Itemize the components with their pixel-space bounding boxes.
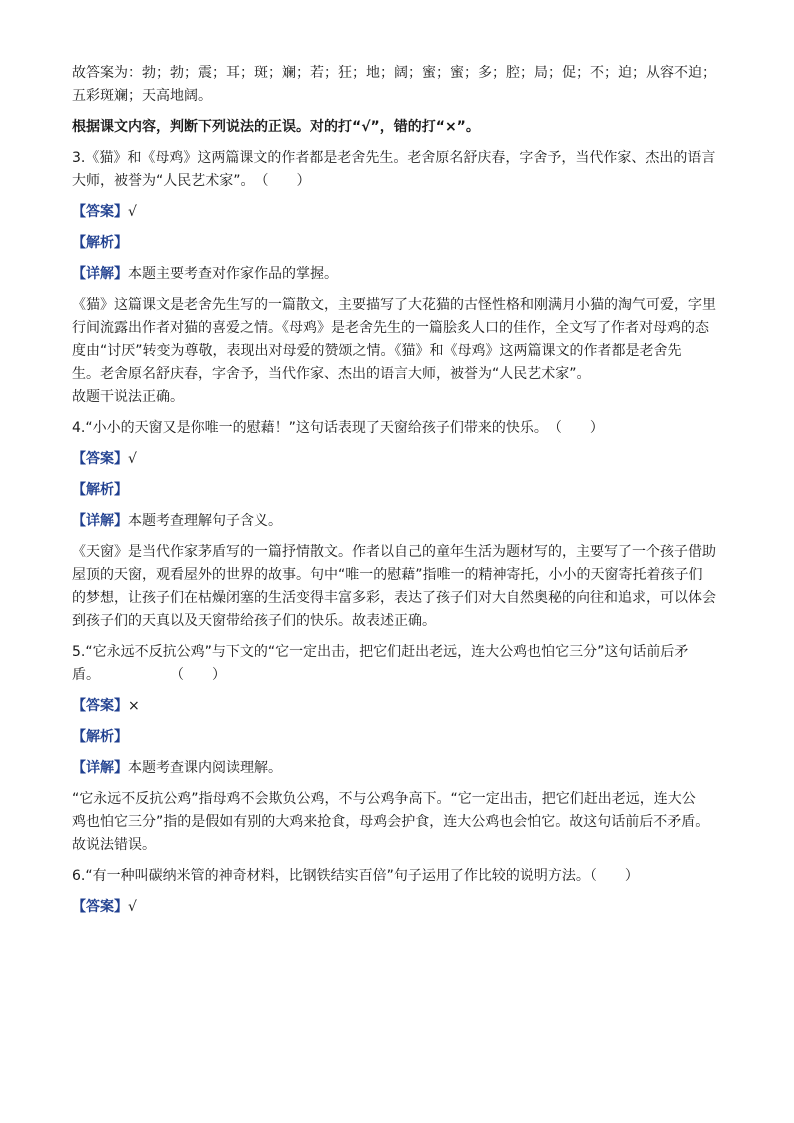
explanation-line: 的梦想，让孩子们在枯燥闭塞的生活变得丰富多彩，表达了孩子们对大自然奥秘的向往和追求，可以体会	[72, 590, 716, 606]
explanation-line: 故题干说法正确。	[72, 389, 184, 405]
question-4-analysis	[72, 479, 728, 502]
question-3-analysis	[72, 232, 728, 255]
answer-value: √	[128, 204, 137, 220]
explanation-line: 《猫》这篇课文是老舍先生写的一篇散文，主要描写了大花猫的古怪性格和刚满月小猫的淘气可爱，字里	[72, 297, 716, 313]
intro-answer-line-2: 五彩斑斓；天高地阔。	[72, 88, 212, 104]
question-3-detail	[72, 263, 728, 286]
explanation-line: 到孩子们的天真以及天窗带给孩子们的快乐。故表述正确。	[72, 613, 436, 629]
answer-label: 【答案】	[72, 698, 128, 714]
question-3	[72, 147, 728, 193]
explanation-line: “它永远不反抗公鸡”指母鸡不会欺负公鸡，不与公鸡争高下。“它一定出击，把它们赶出老远，连大公	[72, 791, 696, 807]
answer-value: ×	[128, 698, 140, 714]
question-6-answer	[72, 896, 728, 919]
analysis-label: 【解析】	[72, 482, 128, 498]
intro-answer-block	[72, 62, 728, 108]
question-4-answer	[72, 448, 728, 471]
answer-value: √	[128, 899, 137, 915]
section-heading: 根据课文内容，判断下列说法的正误。对的打“√”，错的打“×”。	[72, 119, 480, 135]
question-5-answer	[72, 695, 728, 718]
explanation-line: 故说法错误。	[72, 837, 156, 853]
question-6-line-1: 6.“有一种叫碳纳米管的神奇材料，比钢铁结实百倍”句子运用了作比较的说明方法。（ ）	[72, 868, 639, 884]
question-3-explanation	[72, 294, 728, 409]
answer-label: 【答案】	[72, 899, 128, 915]
question-5-line-1: 5.“它永远不反抗公鸡”与下文的“它一定出击，把它们赶出老远，连大公鸡也怕它三分”这句话前后矛	[72, 644, 689, 660]
explanation-line: 屋顶的天窗，观看屋外的世界的故事。句中“唯一的慰藉”指唯一的精神寄托，小小的天窗寄托着孩子们	[72, 567, 703, 583]
detail-text: 本题考查课内阅读理解。	[128, 760, 282, 776]
question-5-detail	[72, 757, 728, 780]
question-3-answer	[72, 201, 728, 224]
question-4-detail	[72, 510, 728, 533]
question-4-explanation	[72, 541, 728, 633]
explanation-line: 生。老舍原名舒庆春，字舍予，当代作家、杰出的语言大师，被誉为“人民艺术家”。	[72, 366, 591, 382]
question-4-line-1: 4.“小小的天窗又是你唯一的慰藉！”这句话表现了天窗给孩子们带来的快乐。 （ ）	[72, 420, 604, 436]
detail-label: 【详解】	[72, 513, 128, 529]
intro-answer-line-1: 故答案为：勃；勃；震；耳；斑；斓；若；狂；地；阔；蜜；蜜；多；腔；局；促；不；迫；从容不迫；	[72, 65, 716, 81]
explanation-line: 《天窗》是当代作家茅盾写的一篇抒情散文。作者以自己的童年生活为题材写的，主要写了一个孩子借助	[72, 544, 716, 560]
question-5-analysis	[72, 726, 728, 749]
explanation-line: 度由“讨厌”转变为尊敬，表现出对母爱的赞颂之情。《猫》和《母鸡》这两篇课文的作者都是老舍先	[72, 343, 682, 359]
answer-value: √	[128, 451, 137, 467]
detail-label: 【详解】	[72, 760, 128, 776]
answer-label: 【答案】	[72, 451, 128, 467]
question-3-line-1: 3.《猫》和《母鸡》这两篇课文的作者都是老舍先生。老舍原名舒庆春，字舍予，当代作家、杰出的语言	[72, 150, 716, 166]
detail-label: 【详解】	[72, 266, 128, 282]
detail-text: 本题考查理解句子含义。	[128, 513, 282, 529]
analysis-label: 【解析】	[72, 729, 128, 745]
question-5-explanation	[72, 788, 728, 857]
answer-label: 【答案】	[72, 204, 128, 220]
question-5-line-2: 盾。 （ ）	[72, 667, 226, 683]
analysis-label: 【解析】	[72, 235, 128, 251]
question-5	[72, 641, 728, 687]
question-3-line-2: 大师，被誉为“人民艺术家”。 （ ）	[72, 173, 311, 189]
explanation-line: 行间流露出作者对猫的喜爱之情。《母鸡》是老舍先生的一篇脍炙人口的佳作，全文写了作者对母鸡的态	[72, 320, 709, 336]
document-page	[72, 62, 728, 927]
detail-text: 本题主要考查对作家作品的掌握。	[128, 266, 338, 282]
explanation-line: 鸡也怕它三分”指的是假如有别的大鸡来抢食，母鸡会护食，连大公鸡也会怕它。故这句话前后不矛盾。	[72, 814, 710, 830]
